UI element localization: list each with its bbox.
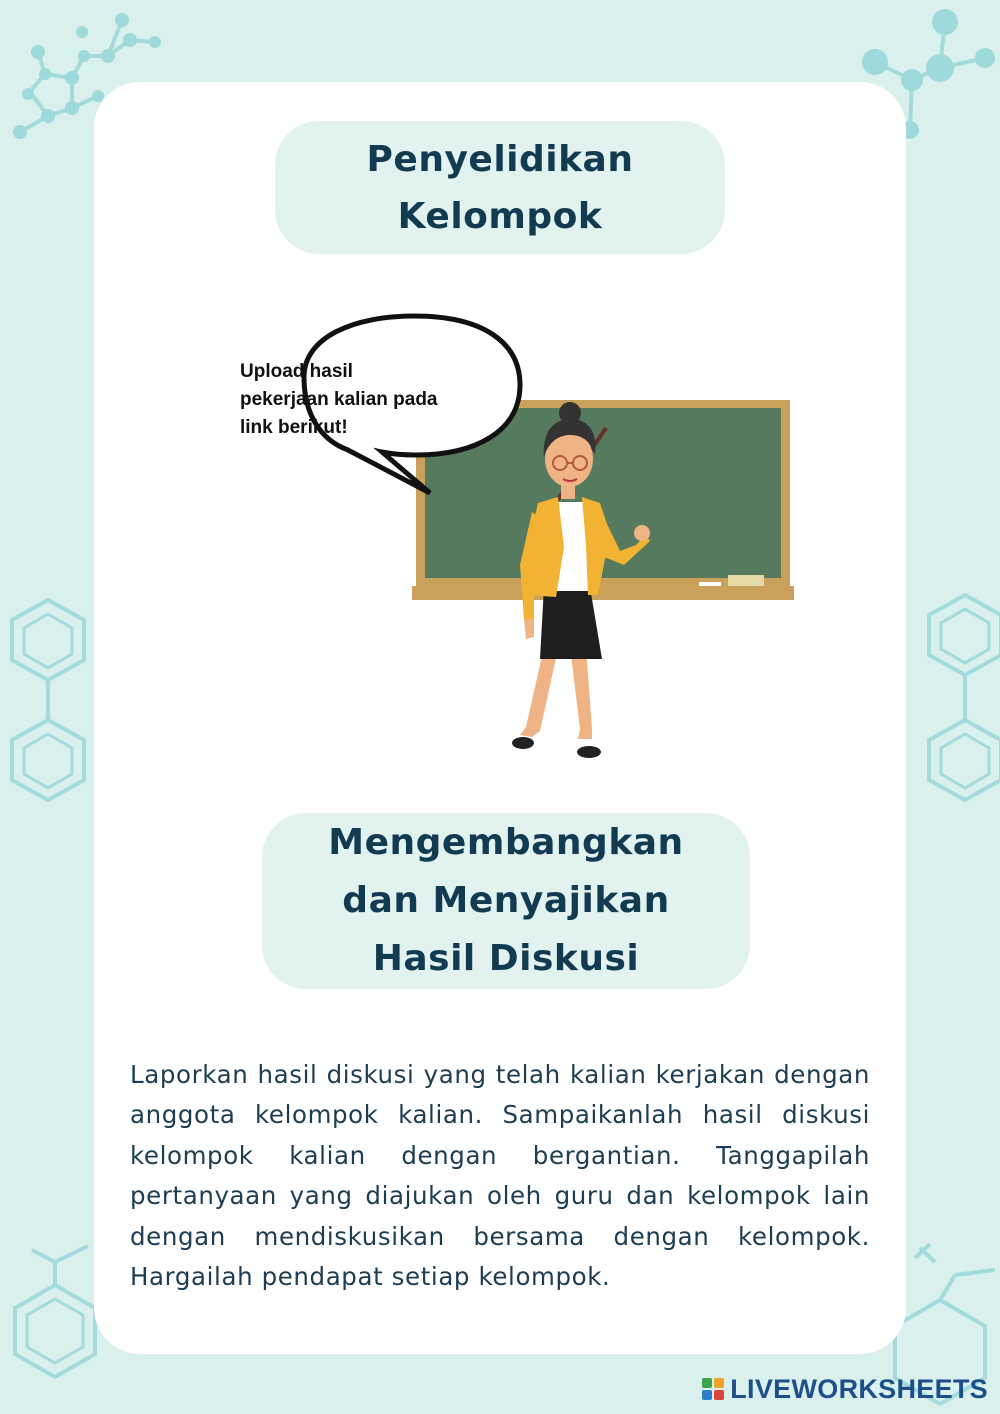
speech-bubble-text: Upload hasil pekerjaan kalian pada link berikut! <box>240 361 438 438</box>
brand-name: LIVEWORKSHEETS <box>730 1373 988 1404</box>
section-title-pill <box>262 813 750 989</box>
liveworksheets-brand[interactable] <box>702 1374 988 1404</box>
liveworksheets-logo-icon <box>702 1378 724 1400</box>
title-pill <box>275 121 725 254</box>
page-title: Penyelidikan Kelompok <box>366 138 634 237</box>
section-title: Mengembangkan dan Menyajikan Hasil Diskusi <box>328 822 684 979</box>
content-card <box>94 82 906 1354</box>
section-body-text: Laporkan hasil diskusi yang telah kalian kerjakan dengan anggota kelompok kalian. Sampaikanlah hasil diskusi kelompok kalian dengan bergantian. Tanggapilah pertanyaan yang diajukan oleh guru dan kelompok lain dengan mendiskusikan bersama dengan kelompok. Hargailah pendapat setiap kelompok. <box>130 1059 870 1291</box>
